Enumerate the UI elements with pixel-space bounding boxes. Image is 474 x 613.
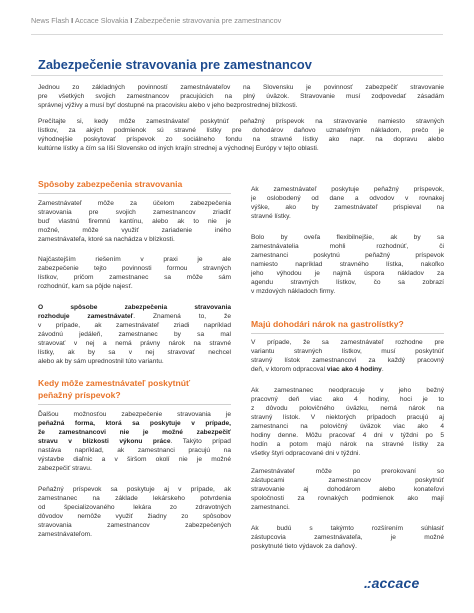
logo-dots-icon: .: xyxy=(364,575,371,591)
right-paragraph-4: Ak zamestnanec neodpracuje v jeho bežný pracovný deň viac ako 4 hodiny, hoci je to z dôvodu polovičného úväzku, nemá nárok na stravný lístok. V niektorých prípadoch pracujú aj zamestnanci na polovičný úväzok viac ako 4 hodiny denne. Môžu pracovať 4 dni v týždni po 5 hodín a potom majú nárok na stravné lístky za všetky štyri odpracované dni v týždni. xyxy=(251,387,444,458)
intro-paragraph-1: Jednou zo základných povinností zamestnávateľov na Slovensku je povinnosť zabezpečiť stravovanie pre všetkých svojich zamestnancov pracujúcich na plný úväzok. Stravovanie musí zodpovedať zásadám správnej výživy a musí byť dostupné na pracovisku alebo v jeho bezprostrednej blízkosti. xyxy=(38,84,444,110)
right-paragraph-5: Zamestnávateľ môže po prerokovaní so zástupcami zamestnancov poskytnúť stravovanie aj dohodárom alebo konateľovi spoločnosti za rovnakých podmienok ako mají zamestnanci. xyxy=(251,468,444,512)
right-paragraph-3: V prípade, že sa zamestnávateľ rozhodne pre variantu stravných lístkov, musí poskytnúť stravný lístok zamestnancovi za každý pracovný deň, v ktorom odpracoval viac ako 4 hodiny. xyxy=(251,339,444,374)
header-divider xyxy=(31,34,443,35)
right-paragraph-1: Ak zamestnávateľ poskytuje peňažný príspevok, je oslobodený od dane a odvodov v rovnakej výške, ako by zamestnávateľ prispieval na stravné lístky. xyxy=(251,186,444,221)
left-paragraph-4: Ďalšou možnosťou zabezpečenie stravovania je peňažná forma, ktorá sa poskytuje v prípade, že zamestnancovi nie je možné zabezpečiť stravu v blízkosti výkonu práce. Takýto prípad nastáva napríklad, ak zamestnanci pracujú na výstavbe diaľnic a v širšom okolí nie je možné zabezpečiť stravu. xyxy=(38,411,231,473)
breadcrumb-header xyxy=(31,16,443,25)
section-divider xyxy=(251,333,444,334)
intro-paragraph-2: Prečítajte si, kedy môže zamestnávateľ poskytnúť peňažný príspevok na stravovanie namiesto stravných lístkov, za akých podmienok sú stravné lístky pre dohodárov daňovo uznateľným nákladom, prečo je výhodnejšie poskytovať príspevok zo sociálneho fondu na stravné lístky ako napr. na dopravu alebo kultúrne lístky a čím sa líši Slovensko od iných krajín strednej a východnej Európy v tejto oblasti. xyxy=(38,118,444,153)
header-company: Accace Slovakia xyxy=(74,16,129,25)
left-paragraph-2: Najčastejším riešením v praxi je ale zabezpečenie tejto povinnosti formou stravných lístkov, pričom zamestnanec sa môže sám rozhodnúť, kam sa pôjde najesť. xyxy=(38,256,231,291)
header-news-flash: News Flash xyxy=(31,16,70,25)
section-divider xyxy=(38,404,231,405)
right-paragraph-2: Bolo by oveľa flexibilnejšie, ak by sa zamestnávatelia mohli rozhodnúť, či zamestnanci poskytnú peňažný príspevok namiesto napríklad stravného lístka, nakoľko jeho výhodou je najmä úspora nákladov za agendu stravných lístkov, čo sa zobrazí v mzdových nákladoch firmy. xyxy=(251,234,444,296)
accace-logo xyxy=(364,575,419,591)
left-paragraph-5: Peňažný príspevok sa poskytuje aj v prípade, ak zamestnanec na základe lekárskeho potvrdenia od špecializovaného lekára zo zdravotných dôvodov nemôže využiť žiadny zo spôsobov stravovania zamestnancov zabezpečených zamestnávateľom. xyxy=(38,486,231,539)
section-heading-sposoby: Spôsoby zabezpečenia stravovania xyxy=(38,179,183,189)
header-separator: I xyxy=(130,16,133,25)
right-paragraph-6: Ak budú s takýmto rozšírením súhlasiť zástupcovia zamestnávateľa, je možné poskytnuté tieto výdavok za daňový. xyxy=(251,525,444,551)
section-heading-dohodari: Majú dohodári nárok na gastrolístky? xyxy=(251,319,404,329)
section-divider xyxy=(38,193,231,194)
page-title: Zabezpečenie stravovania pre zamestnancov xyxy=(38,57,312,72)
left-paragraph-3: O spôsobe zabezpečenia stravovania rozhoduje zamestnávateľ. Znamená to, že v prípade, ak zamestnávateľ zriadi napríklad závodnú jedáleň, zamestnanec by sa mal stravovať v nej a nemá právny nárok na stravné lístky, ak by sa v nej stravovať nechcel alebo ak by sám uprednostnil túto variantu. xyxy=(38,304,231,366)
section-heading-kedy: Kedy môže zamestnávateľ poskytnúť peňažný príspevok? xyxy=(38,378,191,400)
left-paragraph-1: Zamestnávateľ môže za účelom zabezpečenia stravovania pre svojich zamestnancov zriadiť buď vlastnú firemnú kantínu, alebo ak to nie je možné, môže využiť zariadenie iného zamestnávateľa, ktoré sa nachádza v blízkosti. xyxy=(38,200,231,244)
title-divider xyxy=(31,75,443,76)
header-topic: Zabezpečenie stravovania pre zamestnancov xyxy=(134,16,282,25)
header-separator: I xyxy=(71,16,74,25)
logo-text: accace xyxy=(371,575,420,591)
